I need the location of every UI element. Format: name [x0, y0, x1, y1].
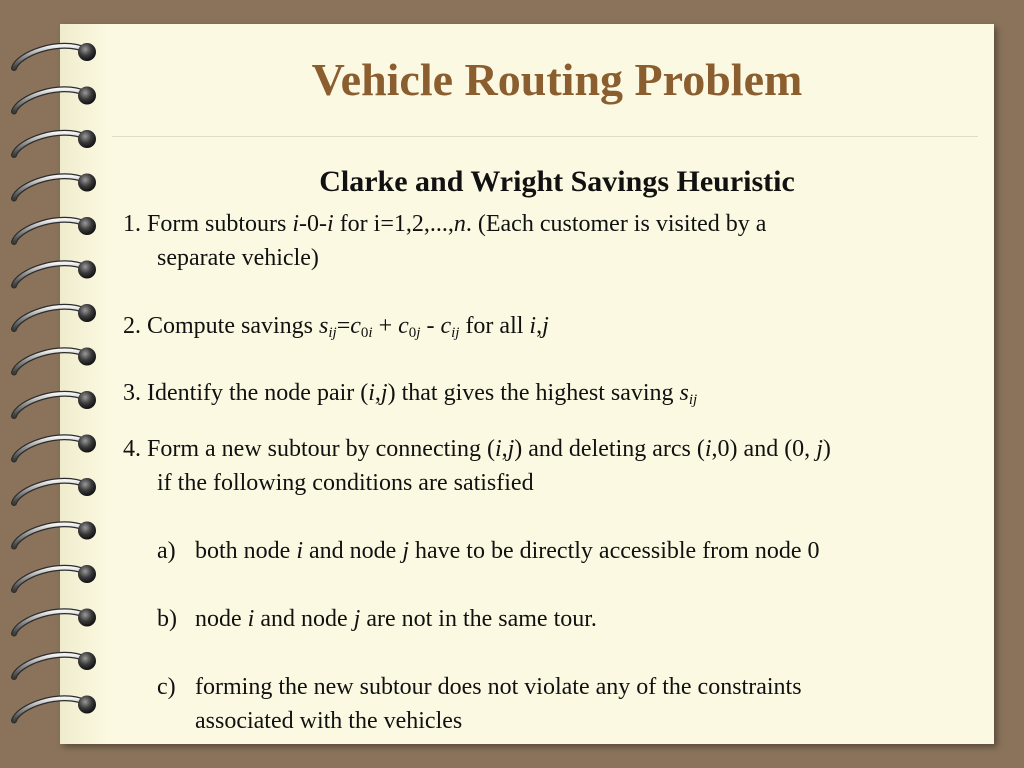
var-c: c: [398, 313, 409, 339]
binding-ring: [14, 478, 96, 503]
var-s: s: [319, 313, 329, 339]
step-text: ) that gives the highest saving: [387, 380, 680, 406]
var-j: j: [353, 606, 361, 632]
step-text: ,0) and (0,: [711, 436, 817, 462]
condition-text-part: forming the new subtour does not violate any of the constraints: [195, 674, 802, 700]
binding-ring: [14, 261, 96, 286]
step-text: +: [372, 313, 399, 339]
subscript-ij: ij: [328, 325, 337, 341]
step-text: Form subtours: [147, 211, 293, 237]
binding-ring: [14, 565, 96, 590]
var-i: i: [247, 606, 255, 632]
binding-ring: [14, 652, 96, 677]
condition-text-part: node: [195, 606, 248, 632]
subscript-i: i: [368, 325, 373, 341]
binding-ring: [14, 435, 96, 460]
step-text: ) and deleting arcs (: [514, 436, 705, 462]
var-j: j: [380, 380, 388, 406]
step-text: -0-: [299, 211, 328, 237]
title-divider: [112, 136, 978, 137]
step-text: Form a new subtour by connecting (: [147, 436, 495, 462]
condition-text: [195, 602, 983, 636]
subscript-j: j: [416, 325, 421, 341]
var-i: i: [704, 436, 712, 462]
condition-text: [195, 670, 983, 738]
condition-text-part: associated with the vehicles: [195, 708, 463, 734]
var-s: s: [679, 380, 689, 406]
spiral-binding: [0, 0, 110, 768]
binding-ring: [14, 696, 96, 721]
var-j: j: [816, 436, 823, 462]
step-1: [123, 207, 983, 241]
binding-ring: [14, 348, 96, 373]
condition-text: [195, 534, 983, 568]
slide-title: Vehicle Routing Problem: [311, 54, 803, 105]
subscript-ij: ij: [451, 325, 460, 341]
binding-ring: [14, 87, 96, 112]
var-c: c: [350, 313, 361, 339]
condition-label: c): [157, 674, 176, 700]
binding-ring: [14, 391, 96, 416]
step-4-continued: [123, 466, 983, 500]
comma: ,: [501, 436, 508, 462]
step-4: [123, 432, 983, 466]
step-text: if the following conditions are satisfied: [157, 470, 534, 496]
condition-text-part: and node: [303, 538, 403, 564]
condition-text-part: and node: [254, 606, 354, 632]
var-j: j: [542, 313, 549, 339]
equals-sign: =: [336, 313, 351, 339]
step-text: Identify the node pair (: [147, 380, 369, 406]
subscript-zero: 0: [360, 325, 369, 341]
step-text: for i=1,2,...,: [333, 211, 454, 237]
step-3: [123, 376, 983, 410]
var-j: j: [507, 436, 515, 462]
binding-ring: [14, 609, 96, 634]
var-n: n: [453, 211, 466, 237]
var-i: i: [292, 211, 300, 237]
comma: ,: [536, 313, 543, 339]
slide-subtitle: Clarke and Wright Savings Heuristic: [319, 165, 795, 198]
step-text: -: [420, 313, 441, 339]
step-number: 2.: [123, 313, 141, 339]
step-text: ): [822, 436, 831, 462]
condition-c: [157, 670, 983, 738]
var-i: i: [529, 313, 537, 339]
binding-ring: [14, 217, 96, 242]
step-text: separate vehicle): [157, 245, 319, 271]
condition-text-part: both node: [195, 538, 297, 564]
condition-text-part: are not in the same tour.: [360, 606, 597, 632]
var-i: i: [296, 538, 303, 564]
slide-content: [123, 207, 983, 738]
binding-ring: [14, 43, 96, 68]
step-text: . (Each customer is visited by a: [465, 211, 767, 237]
condition-label: b): [157, 606, 177, 632]
binding-ring: [14, 522, 96, 547]
var-i: i: [368, 380, 375, 406]
step-2: [123, 309, 983, 343]
subscript-ij: ij: [688, 392, 698, 408]
binding-ring: [14, 304, 96, 329]
condition-b: [157, 602, 983, 636]
subscript-0i: [361, 325, 373, 341]
step-number: 3.: [123, 380, 141, 406]
var-c: c: [440, 313, 452, 339]
var-i: i: [494, 436, 502, 462]
step-number: 1.: [123, 211, 141, 237]
subscript-zero: 0: [408, 325, 417, 341]
var-j: j: [402, 538, 409, 564]
binding-ring: [14, 130, 96, 155]
step-1-continued: [123, 241, 983, 275]
condition-label: a): [157, 538, 176, 564]
condition-a: [157, 534, 983, 568]
subscript-0j: [409, 325, 421, 341]
comma: ,: [374, 380, 381, 406]
condition-text-part: have to be directly accessible from node 0: [408, 538, 820, 564]
step-number: 4.: [123, 436, 141, 462]
step-text: for all: [459, 313, 530, 339]
step-text: Compute savings: [147, 313, 319, 339]
var-i: i: [327, 211, 334, 237]
binding-ring: [14, 174, 96, 199]
